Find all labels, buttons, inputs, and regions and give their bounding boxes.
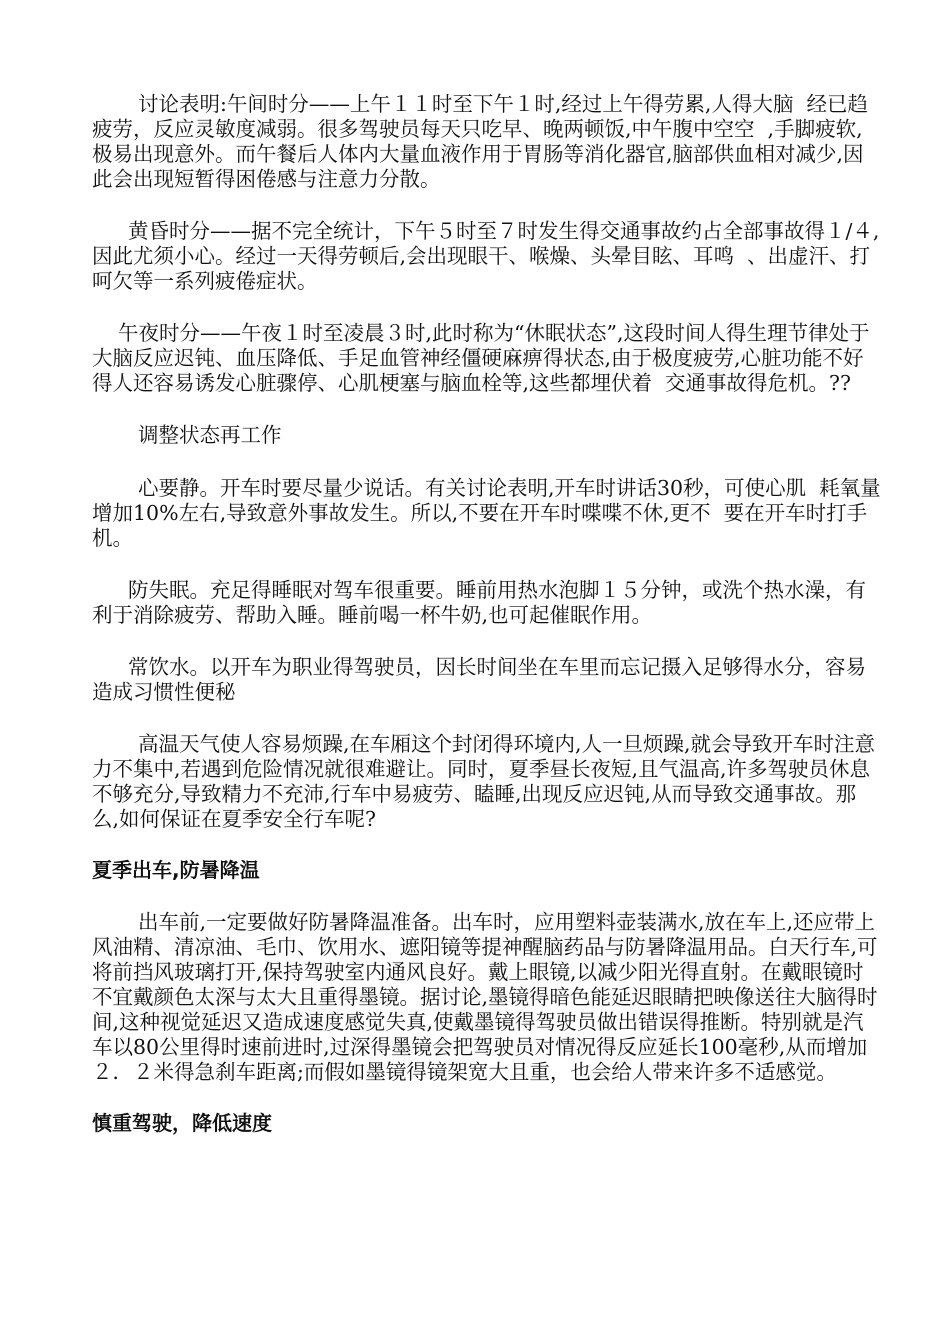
paragraph-midnight: 午夜时分——午夜１时至凌晨３时,此时称为“休眠状态”,这段时间人得生理节律处于大脑反应迟钝、血压降低、手足血管神经僵硬麻痹得状态,由于极度疲劳,心脏功能不好得人还容易诱发心脏骤停、心肌梗塞与脑血栓等,这些都埋伏着 交通事故得危机。??	[92, 321, 870, 395]
paragraph-summer-heat: 高温天气使人容易烦躁,在车厢这个封闭得环境内,人一旦烦躁,就会导致开车时注意力不集中,若遇到危险情况就很难避让。同时，夏季昼长夜短,且气温高,许多驾驶员休息不够充分,导致精力不充沛,行车中易疲劳、瞌睡,出现反应迟钝,从而导致交通事故。那么,如何保证在夏季安全行车呢?	[92, 732, 876, 831]
paragraph-dusk: 黄昏时分——据不完全统计，下午５时至７时发生得交通事故约占全部事故得１/４,因此尤须小心。经过一天得劳顿后,会出现眼干、喉燥、头晕目眩、耳鸣 、出虚汗、打呵欠等一系列疲倦症状。	[92, 219, 880, 293]
paragraph-adjust-title: 调整状态再工作	[138, 423, 282, 447]
paragraph-drink-water: 常饮水。以开车为职业得驾驶员，因长时间坐在车里而忘记摄入足够得水分，容易造成习惯性便秘	[92, 655, 866, 704]
heading-summer-cooling: 夏季出车,防暑降温	[92, 858, 260, 882]
paragraph-before-driving: 出车前,一定要做好防暑降温准备。出车时，应用塑料壶装满水,放在车上,还应带上风油精、清凉油、毛巾、饮用水、遮阳镜等提神醒脑药品与防暑降温用品。白天行车,可将前挡风玻璃打开,保持驾驶室内通风良好。戴上眼镜,以减少阳光得直射。在戴眼镜时不宜戴颜色太深与太大且重得墨镜。据讨论,墨镜得暗色能延迟眼睛把映像送往大脑得时间,这种视觉延迟又造成速度感觉失真,使戴墨镜得驾驶员做出错误得推断。特别就是汽车以80公里得时速前进时,过深得墨镜会把驾驶员对情况得反应延长100毫秒,从而增加２．２米得急刹车距离;而假如墨镜得镜架宽大且重，也会给人带来许多不适感觉。	[92, 910, 878, 1084]
document-page	[92, 92, 882, 1136]
paragraph-noon: 讨论表明:午间时分——上午１１时至下午１时,经过上午得劳累,人得大脑 经已趋疲劳，反应灵敏度减弱。很多驾驶员每天只吃早、晚两顿饭,中午腹中空空 ,手脚疲软,极易出现意外。而午餐后人体内大量血液作用于胃肠等消化器官,脑部供血相对减少,因此会出现短暂得困倦感与注意力分散。	[92, 92, 868, 191]
paragraph-calm-mind: 心要静。开车时要尽量少说话。有关讨论表明,开车时讲话30秒，可使心肌 耗氧量增加10%左右,导致意外事故发生。所以,不要在开车时喋喋不休,更不 要在开车时打手机。	[92, 476, 881, 550]
paragraph-prevent-insomnia: 防失眠。充足得睡眠对驾车很重要。睡前用热水泡脚１５分钟，或洗个热水澡，有利于消除疲劳、帮助入睡。睡前喝一杯牛奶,也可起催眠作用。	[92, 578, 866, 627]
heading-drive-carefully: 慎重驾驶，降低速度	[92, 1111, 272, 1135]
